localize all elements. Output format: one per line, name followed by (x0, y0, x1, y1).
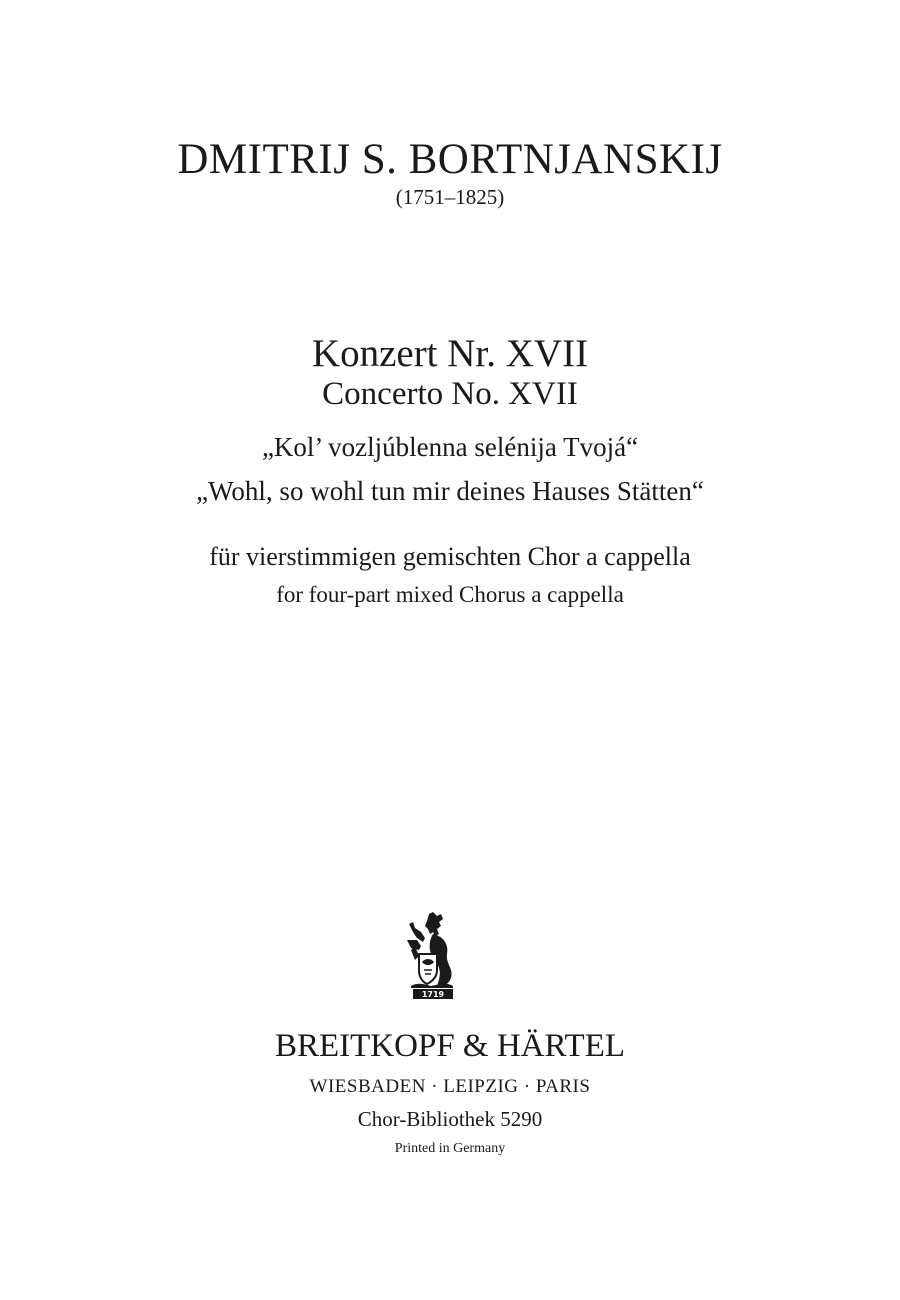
printed-in-note: Printed in Germany (394, 1141, 506, 1156)
work-title-english: Concerto No. XVII (322, 376, 578, 412)
composer-name: DMITRIJ S. BORTNJANSKIJ (177, 136, 723, 183)
work-subtitle-german: „Wohl, so wohl tun mir deines Hauses Stätten“ (196, 476, 704, 506)
scoring-german: für vierstimmigen gemischten Chor a cappella (209, 542, 691, 571)
composer-dates: (1751–1825) (395, 185, 505, 209)
work-title-german: Konzert Nr. XVII (311, 332, 589, 375)
publisher-name: BREITKOPF & HÄRTEL (274, 1028, 626, 1064)
scoring-english: for four-part mixed Chorus a cappella (276, 582, 624, 607)
breitkopf-bear-emblem-icon (403, 910, 459, 1000)
work-subtitle-original: „Kol’ vozljúblenna selénija Tvojá“ (261, 432, 639, 462)
logo-year: 1719 (421, 990, 445, 999)
catalog-number: Chor-Bibliothek 5290 (357, 1107, 543, 1131)
publisher-cities: WIESBADEN · LEIPZIG · PARIS (309, 1076, 591, 1097)
